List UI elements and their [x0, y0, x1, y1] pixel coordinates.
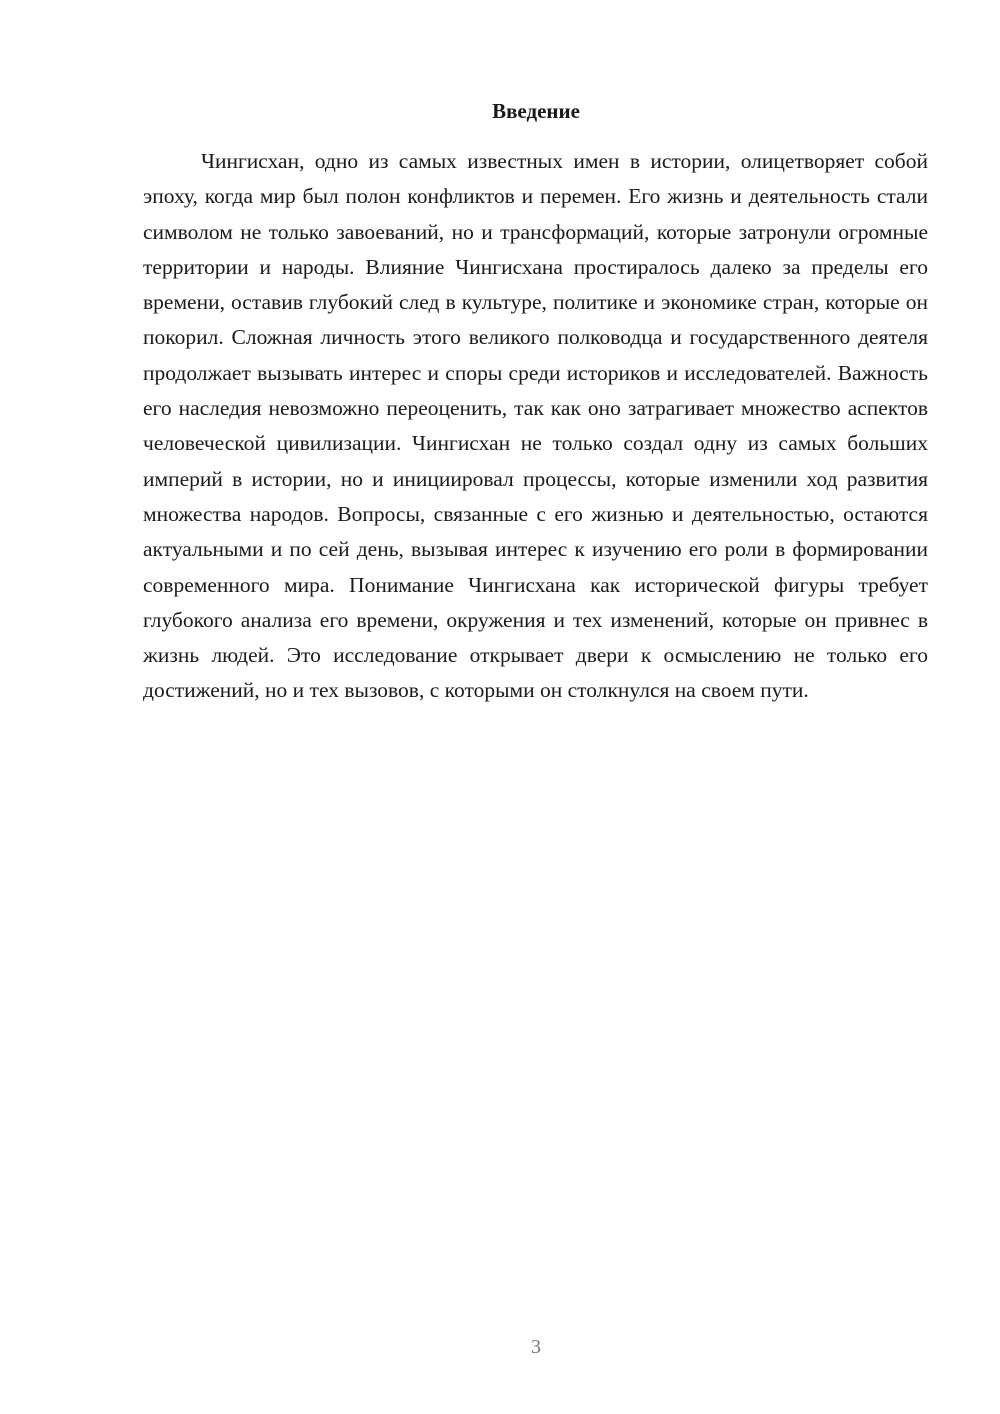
- section-title: Введение: [492, 99, 580, 123]
- body-paragraph: Чингисхан, одно из самых известных имен в истории, олицетворяет собой эпоху, когда мир был полон конфликтов и перемен. Его жизнь и деятельность стали символом не только завоеваний, но и трансформаций, которые затронули огромные территории и народы. Влияние Чингисхана простиралось далеко за пределы его времени, оставив глубокий след в культуре, политике и экономике стран, которые он покорил. Сложная личность этого великого полководца и государственного деятеля продолжает вызывать интерес и споры среди историков и исследователей. Важность его наследия невозможно переоценить, так как оно затрагивает множество аспектов человеческой цивилизации. Чингисхан не только создал одну из самых больших империй в истории, но и инициировал процессы, которые изменили ход развития множества народов. Вопросы, связанные с его жизнью и деятельностью, остаются актуальными и по сей день, вызывая интерес к изучению его роли в формировании современного мира. Понимание Чингисхана как исторической фигуры требует глубокого анализа его времени, окружения и тех изменений, которые он привнес в жизнь людей. Это исследование открывает двери к осмыслению не только его достижений, но и тех вызовов, с которыми он столкнулся на своем пути.: [143, 149, 928, 703]
- page-number: 3: [531, 1336, 541, 1358]
